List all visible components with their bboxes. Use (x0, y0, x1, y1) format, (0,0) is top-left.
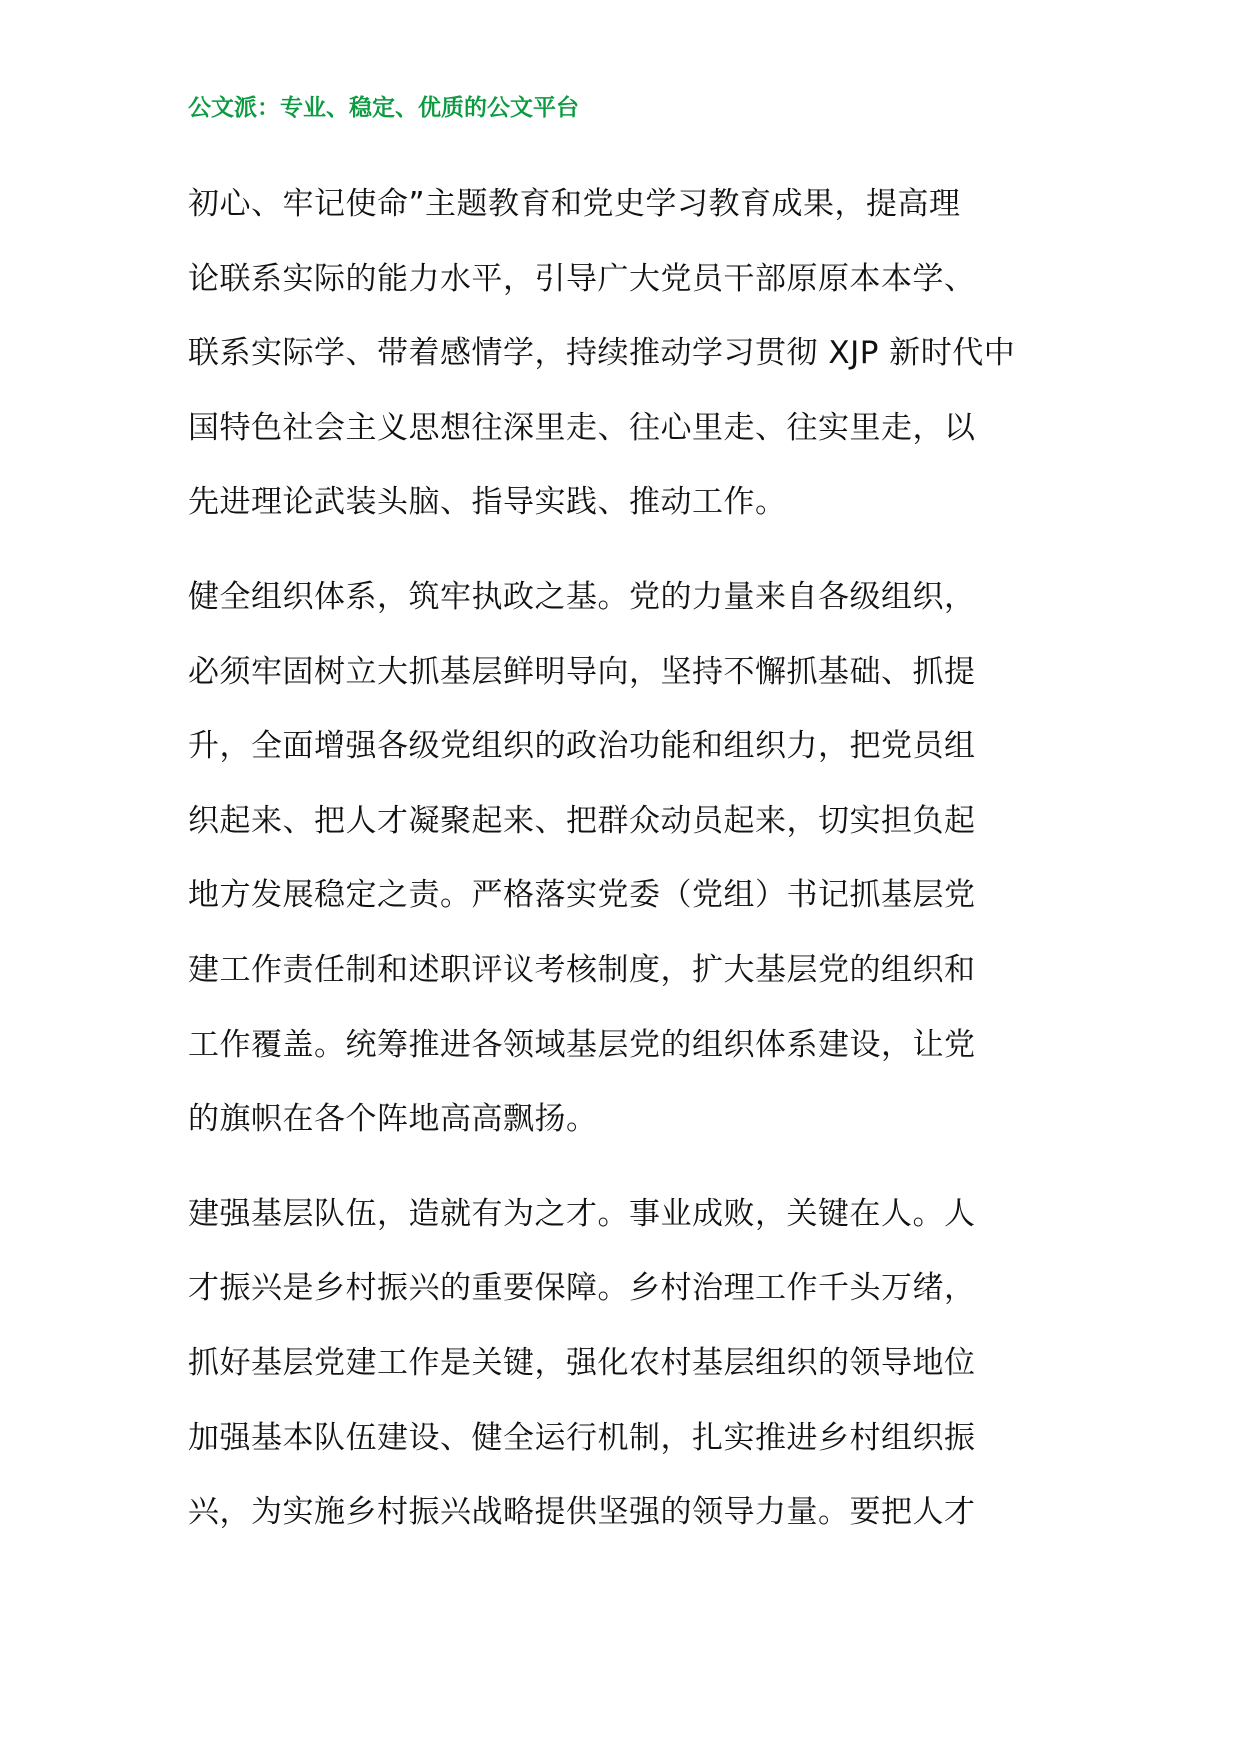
paragraph-line: 加强基本队伍建设、健全运行机制，扎实推进乡村组织振 (188, 1419, 976, 1456)
paragraph-line: 地方发展稳定之责。严格落实党委（党组）书记抓基层党 (188, 877, 976, 914)
paragraph-line: 的旗帜在各个阵地高高飘扬。 (188, 1101, 598, 1138)
paragraph-line: 初心、牢记使命”主题教育和党史学习教育成果，提高理 (188, 186, 961, 222)
paragraph-line: 健全组织体系，筑牢执政之基。党的力量来自各级组织， (188, 578, 976, 615)
paragraph-line: 先进理论武装头脑、指导实践、推动工作。 (188, 484, 787, 521)
paragraph-3 (188, 1177, 1058, 1550)
paragraph-line: 织起来、把人才凝聚起来、把群众动员起来，切实担负起 (188, 802, 976, 839)
paragraph-1 (188, 167, 1058, 540)
paragraph-line: 抓好基层党建工作是关键，强化农村基层组织的领导地位 (188, 1344, 976, 1381)
header-text: 公文派：专业、稳定、优质的公文平台 (188, 95, 579, 121)
paragraph-2 (188, 560, 1058, 1157)
paragraph-line: 必须牢固树立大抓基层鲜明导向，坚持不懈抓基础、抓提 (188, 653, 976, 690)
paragraph-line: 论联系实际的能力水平，引导广大党员干部原原本本学、 (188, 260, 976, 297)
paragraph-line: 兴，为实施乡村振兴战略提供坚强的领导力量。要把人才 (188, 1494, 976, 1531)
paragraph-line: 才振兴是乡村振兴的重要保障。乡村治理工作千头万绪， (188, 1270, 976, 1307)
paragraph-line: 建工作责任制和述职评议考核制度，扩大基层党的组织和 (188, 951, 976, 988)
paragraph-line: 建强基层队伍，造就有为之才。事业成败，关键在人。人 (188, 1195, 976, 1232)
document-body (188, 167, 1058, 1570)
page-header (188, 88, 1068, 128)
paragraph-line: 工作覆盖。统筹推进各领域基层党的组织体系建设，让党 (188, 1026, 976, 1063)
paragraph-line: 升，全面增强各级党组织的政治功能和组织力，把党员组 (188, 728, 976, 765)
paragraph-line: 联系实际学、带着感情学，持续推动学习贯彻 XJP 新时代中 (188, 335, 1016, 372)
paragraph-line: 国特色社会主义思想往深里走、往心里走、往实里走，以 (188, 409, 976, 446)
